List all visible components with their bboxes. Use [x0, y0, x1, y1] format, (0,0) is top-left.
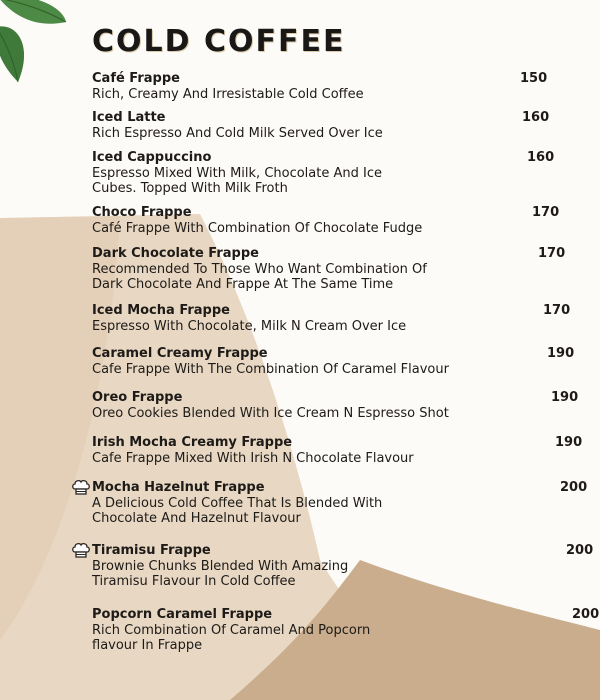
- item-description-line: Cafe Frappe Mixed With Irish N Chocolate Flavour: [92, 451, 414, 466]
- item-name: Caramel Creamy Frappe: [92, 346, 268, 361]
- item-description-line: Café Frappe With Combination Of Chocolate Fudge: [92, 221, 423, 236]
- item-description-line: Espresso Mixed With Milk, Chocolate And Ice: [92, 166, 382, 181]
- item-name: Café Frappe: [92, 71, 180, 86]
- item-description: [92, 221, 562, 236]
- item-description-line: Rich Combination Of Caramel And Popcorn: [92, 623, 371, 638]
- item-price: 200: [566, 543, 594, 558]
- item-name: Irish Mocha Creamy Frappe: [92, 435, 293, 450]
- item-description: [92, 166, 562, 196]
- item-description-line: A Delicious Cold Coffee That Is Blended With: [92, 496, 383, 511]
- item-name: Iced Latte: [92, 110, 166, 125]
- item-description-line: Tiramisu Flavour In Cold Coffee: [92, 574, 296, 589]
- item-description-line: Rich, Creamy And Irresistable Cold Coffee: [92, 87, 364, 102]
- item-name: Popcorn Caramel Frappe: [92, 607, 273, 622]
- item-description: [92, 126, 562, 141]
- item-description: [92, 87, 562, 102]
- item-name: Tiramisu Frappe: [92, 543, 211, 558]
- item-description-line: Recommended To Those Who Want Combination Of: [92, 262, 427, 277]
- item-price: 170: [538, 246, 566, 261]
- item-description-line: Cubes. Topped With Milk Froth: [92, 181, 288, 196]
- item-description: [92, 319, 562, 334]
- chef-hat-icon: [71, 478, 91, 498]
- item-price: 160: [522, 110, 550, 125]
- item-description: [92, 406, 562, 421]
- item-name: Choco Frappe: [92, 205, 192, 220]
- item-price: 190: [555, 435, 583, 450]
- item-description: [92, 262, 562, 292]
- item-description: [92, 559, 562, 589]
- item-name: Oreo Frappe: [92, 390, 183, 405]
- chef-hat-icon: [71, 541, 91, 561]
- item-name: Iced Mocha Frappe: [92, 303, 230, 318]
- item-name: Iced Cappuccino: [92, 150, 212, 165]
- item-description-line: flavour In Frappe: [92, 638, 203, 653]
- item-description: [92, 362, 562, 377]
- item-price: 200: [560, 480, 588, 495]
- menu-title: COLD COFFEE: [92, 24, 346, 59]
- item-description: [92, 496, 562, 526]
- item-description: [92, 451, 562, 466]
- item-price: 170: [543, 303, 571, 318]
- item-description-line: Oreo Cookies Blended With Ice Cream N Espresso Shot: [92, 406, 449, 421]
- item-description-line: Cafe Frappe With The Combination Of Caramel Flavour: [92, 362, 449, 377]
- item-description-line: Brownie Chunks Blended With Amazing: [92, 559, 349, 574]
- item-name: Mocha Hazelnut Frappe: [92, 480, 265, 495]
- item-price: 170: [532, 205, 560, 220]
- item-description-line: Rich Espresso And Cold Milk Served Over Ice: [92, 126, 383, 141]
- item-price: 190: [551, 390, 579, 405]
- item-price: 150: [520, 71, 548, 86]
- item-description: [92, 623, 562, 653]
- item-price: 200: [572, 607, 600, 622]
- item-price: 190: [547, 346, 575, 361]
- item-name: Dark Chocolate Frappe: [92, 246, 259, 261]
- item-description-line: Chocolate And Hazelnut Flavour: [92, 511, 301, 526]
- item-price: 160: [527, 150, 555, 165]
- item-description-line: Espresso With Chocolate, Milk N Cream Over Ice: [92, 319, 407, 334]
- item-description-line: Dark Chocolate And Frappe At The Same Time: [92, 277, 394, 292]
